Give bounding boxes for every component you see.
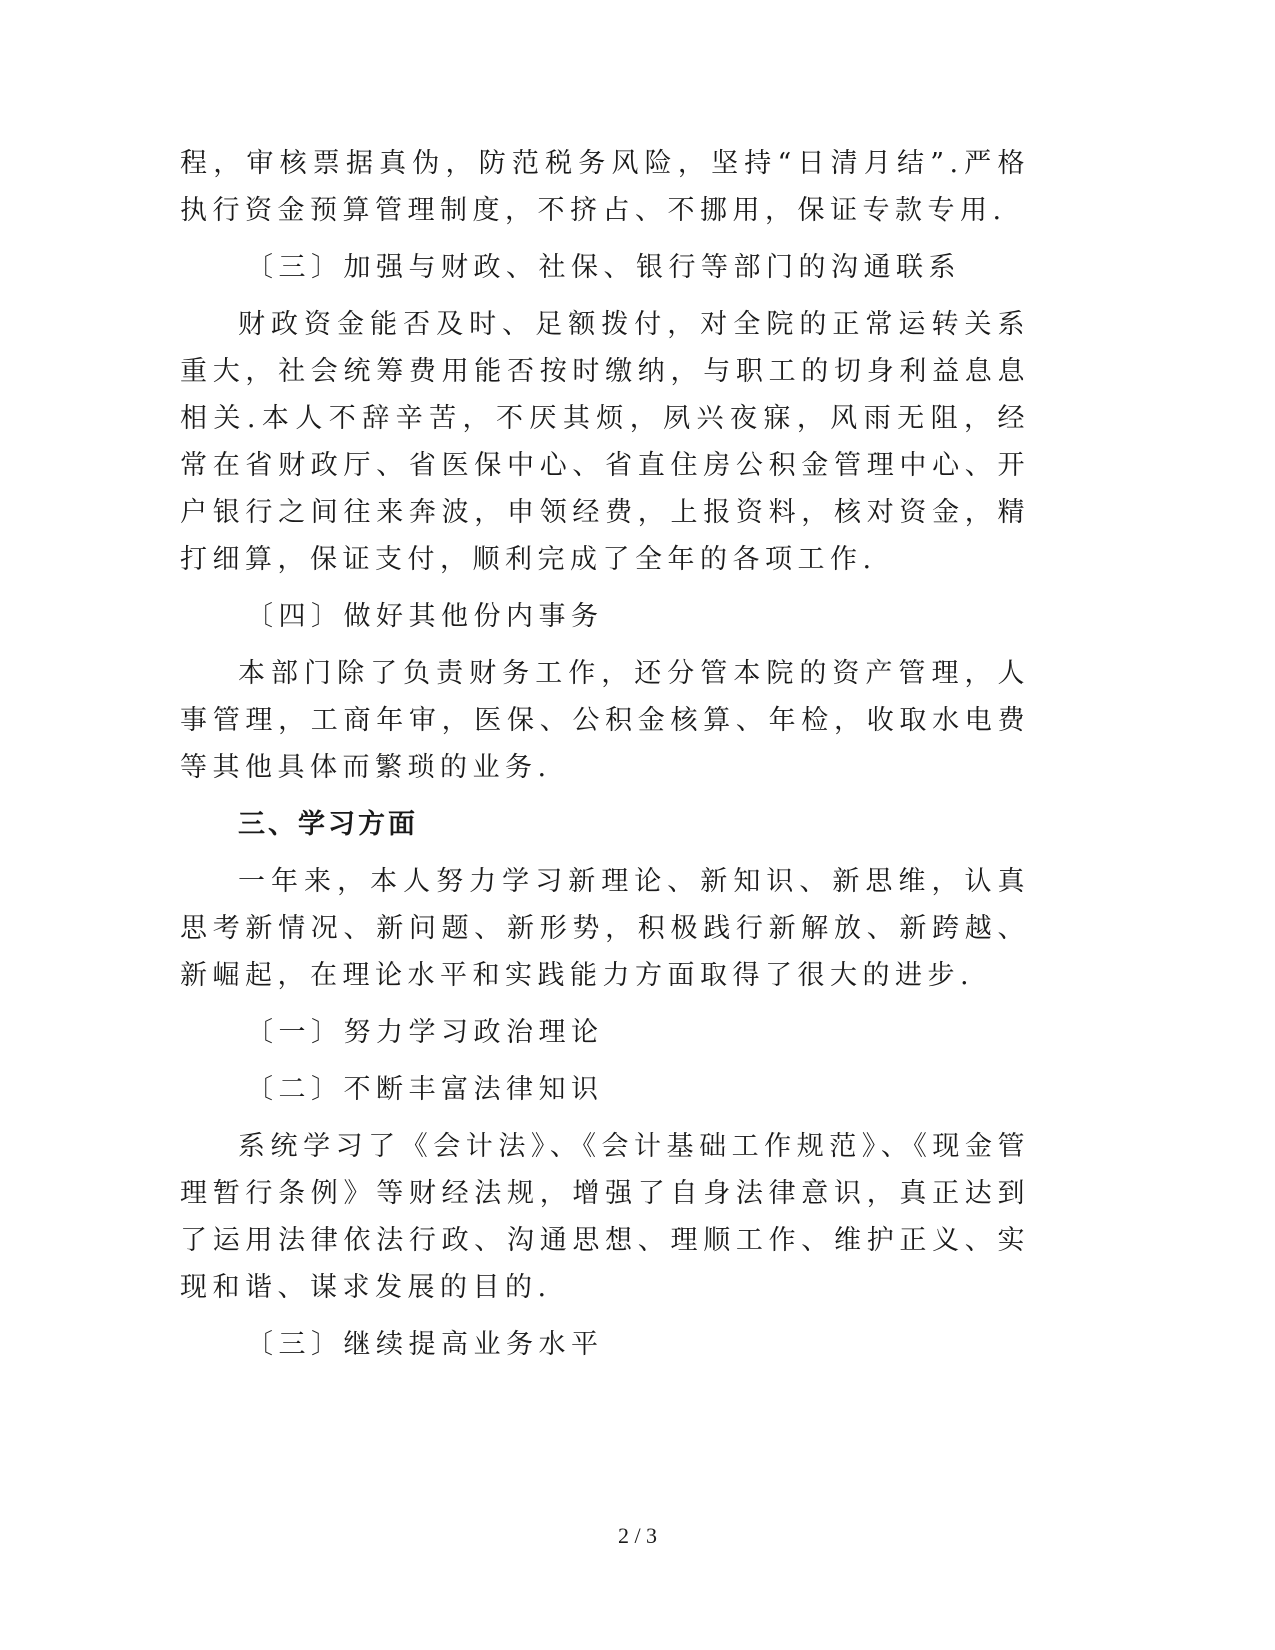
paragraph-other-duties: 本部门除了负责财务工作，还分管本院的资产管理，人事管理，工商年审，医保、公积金核算、年检，收取水电费等其他具体而繁琐的业务.: [180, 658, 1030, 783]
subheading-communication: 〔三〕加强与财政、社保、银行等部门的沟通联系: [246, 252, 961, 283]
paragraph-budget-management: 程，审核票据真伪，防范税务风险，坚持“日清月结”.严格执行资金预算管理制度，不挤占、不挪用，保证专款专用.: [180, 148, 1030, 226]
subheading-political-theory: 〔一〕努力学习政治理论: [246, 1017, 604, 1048]
paragraph-legal-knowledge: 系统学习了《会计法》、《会计基础工作规范》、《现金管理暂行条例》等财经法规，增强了自身法律意识，真正达到了运用法律依法行政、沟通思想、理顺工作、维护正义、实现和谐、谋求发展的目的.: [180, 1131, 1030, 1303]
section-heading-study: 三、学习方面: [238, 809, 418, 840]
page-number: 2 / 3: [617, 1523, 658, 1548]
subheading-legal-knowledge: 〔二〕不断丰富法律知识: [246, 1074, 604, 1105]
document-body: [180, 140, 1030, 1378]
subheading-business-level: 〔三〕继续提高业务水平: [246, 1329, 604, 1360]
subheading-other-duties: 〔四〕做好其他份内事务: [246, 601, 604, 632]
paragraph-funding: 财政资金能否及时、足额拨付，对全院的正常运转关系重大，社会统筹费用能否按时缴纳，与职工的切身利益息息相关.本人不辞辛苦，不厌其烦，夙兴夜寐，风雨无阻，经常在省财政厅、省医保中心、省直住房公积金管理中心、开户银行之间往来奔波，申领经费，上报资料，核对资金，精打细算，保证支付，顺利完成了全年的各项工作.: [180, 309, 1030, 575]
paragraph-study-summary: 一年来，本人努力学习新理论、新知识、新思维，认真思考新情况、新问题、新形势，积极践行新解放、新跨越、新崛起，在理论水平和实践能力方面取得了很大的进步.: [180, 866, 1030, 991]
